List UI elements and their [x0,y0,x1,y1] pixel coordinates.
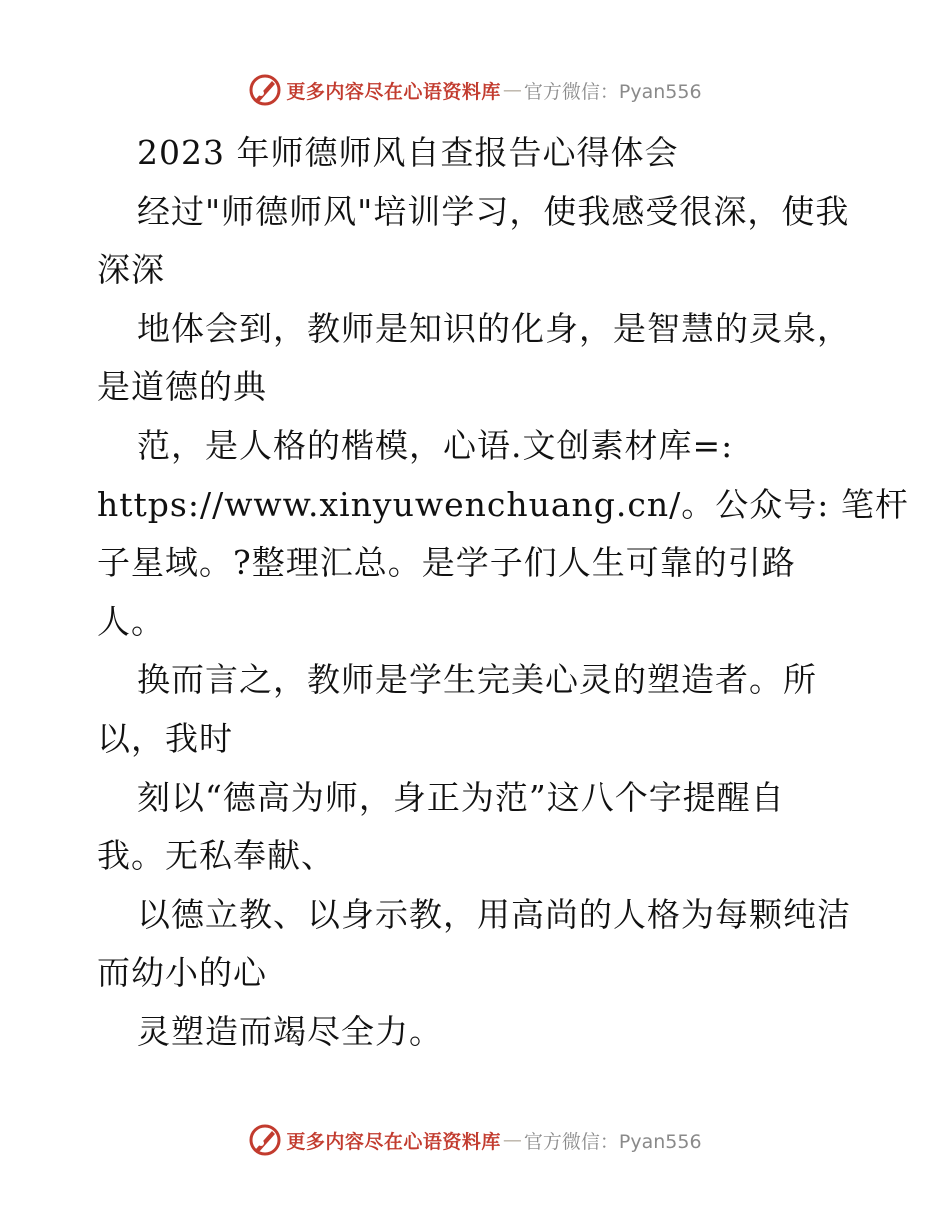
text-line: 深深 [97,250,165,290]
text-line: 经过"师德师风"培训学习，使我感受很深，使我 [137,191,850,231]
text-line: 换而言之，教师是学生完美心灵的塑造者。所 [137,660,817,700]
text-line: 人。 [97,601,165,641]
text-line: 子星域。?整理汇总。是学子们人生可靠的引路 [97,543,796,583]
banner-brand: 更多内容尽在心语资料库 [286,80,501,103]
document-body [97,124,909,1062]
footer-banner [0,1120,950,1160]
text-line: 地体会到，教师是知识的化身，是智慧的灵泉， [137,308,851,348]
banner-dash: — [502,79,522,101]
text-line: 灵塑造而竭尽全力。 [137,1011,443,1051]
text-line: 我。无私奉献、 [97,836,335,876]
banner-dash: — [502,1129,522,1151]
banner-official: 官方微信：Pyan556 [523,1130,702,1153]
header-banner [0,70,950,110]
text-line: 以德立教、以身示教，用高尚的人格为每颗纯洁 [137,894,851,934]
text-line: 2023 年师德师风自查报告心得体会 [137,133,679,172]
text-line: https://www.xinyuwenchuang.cn/。公众号: 笔杆 [97,484,909,524]
text-line: 而幼小的心 [97,953,267,993]
banner-brand: 更多内容尽在心语资料库 [286,1130,501,1153]
text-line: 范，是人格的楷模，心语.文创素材库=: [137,425,734,465]
text-line: 以，我时 [97,718,233,758]
text-line: 是道德的典 [97,367,267,407]
quill-logo-icon [248,1123,282,1157]
text-line: 刻以“德高为师，身正为范”这八个字提醒自 [137,777,785,817]
banner-official: 官方微信：Pyan556 [523,80,702,103]
quill-logo-icon [248,73,282,107]
